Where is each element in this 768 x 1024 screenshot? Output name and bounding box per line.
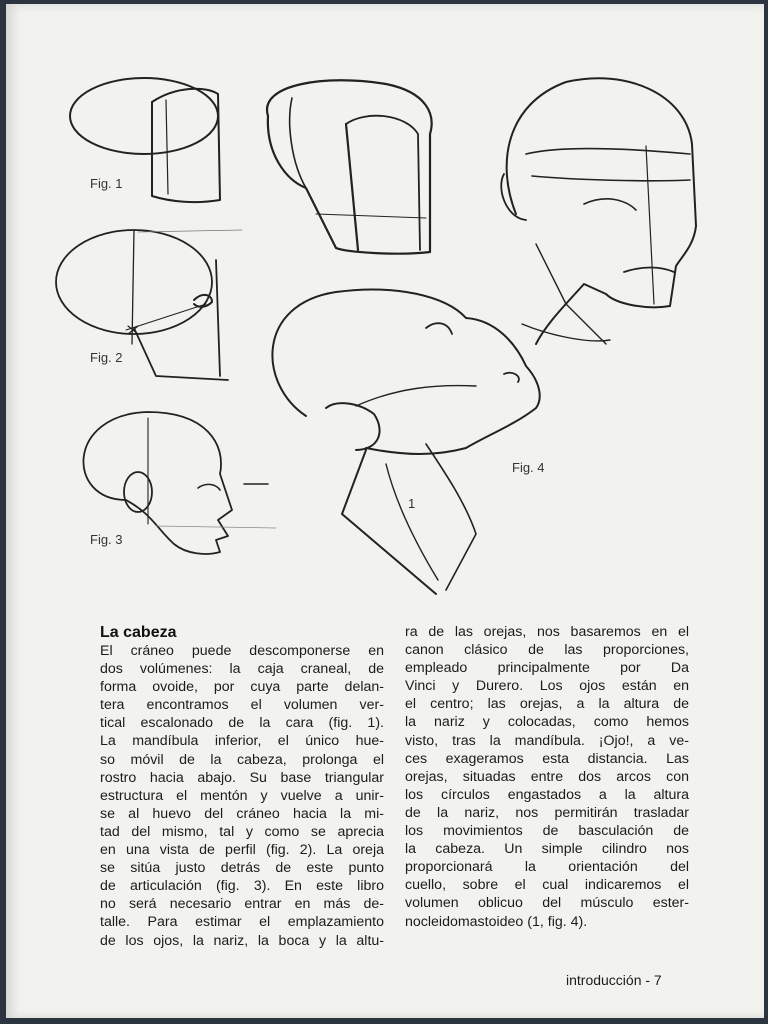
text-line: tera encontramos el volumen ver- [100, 697, 384, 714]
text-line: so móvil de la cabeza, prolonga el [100, 751, 384, 768]
text-line: Vinci y Durero. Los ojos están en [405, 678, 689, 695]
text-line: la cabeza. Un simple cilindro nos [405, 841, 689, 858]
text-line: de articulación (fig. 3). En este libro [100, 878, 384, 895]
text-line: ces exageramos esta distancia. Las [405, 750, 689, 767]
page-folio: introducción - 7 [566, 972, 662, 988]
text-column-left [100, 623, 384, 950]
text-line: los círculos engastados a la altura [405, 786, 689, 803]
text-line: nocleidomastoideo (1, fig. 4). [405, 913, 588, 930]
text-line: proporcionará la orientación del [405, 859, 689, 876]
head-construction-illustrations [6, 4, 764, 604]
text-line: visto, tras la mandíbula. ¡Ojo!, a ve- [405, 732, 689, 749]
text-line: dos volúmenes: la caja craneal, de [100, 661, 384, 678]
text-line: el centro; las orejas, a la altura de [405, 696, 689, 713]
text-line: se sitúa justo detrás de este punto [100, 860, 384, 877]
text-line: de los ojos, la nariz, la boca y la altu- [100, 932, 384, 949]
fig3-label: Fig. 3 [90, 532, 123, 547]
text-line: La mandíbula inferior, el único hue- [100, 733, 384, 750]
text-line: empleado principalmente por Da [405, 660, 689, 677]
skull-volume-sketch [267, 80, 432, 253]
text-line: canon clásico de las proporciones, [405, 642, 689, 659]
text-line: los movimientos de basculación de [405, 823, 689, 840]
text-line: no será necesario entrar en más de- [100, 896, 384, 913]
text-line: El cráneo puede descomponerse en [100, 643, 384, 659]
text-line: se al huevo del cráneo hacia la mi- [100, 805, 384, 822]
section-heading: La cabeza [100, 624, 177, 641]
text-line: talle. Para estimar el emplazamiento [100, 914, 384, 931]
fig4-label: Fig. 4 [512, 460, 545, 475]
text-line: la nariz y colocadas, como hemos [405, 714, 689, 731]
text-line: tical escalonado de la cara (fig. 1). [100, 715, 384, 732]
text-line: cuello, sobre el cual indicaremos el [405, 877, 689, 894]
text-line: tad del mismo, tal y como se aprecia [100, 823, 384, 840]
book-page [6, 4, 764, 1018]
muscle-marker-label: 1 [408, 496, 416, 511]
text-line: de la nariz, nos permitirán trasladar [405, 804, 689, 821]
text-line: rostro hacia abajo. Su base triangular [100, 769, 384, 786]
text-line: ra de las orejas, nos basaremos en el [405, 624, 689, 640]
fig2-label: Fig. 2 [90, 350, 123, 365]
text-line: volumen oblicuo del músculo ester- [405, 895, 689, 912]
text-column-right [405, 623, 689, 931]
text-line: orejas, situadas entre dos arcos con [405, 768, 689, 785]
text-line: estructura el mentón y vuelve a unir- [100, 787, 384, 804]
fig4-head-tilted-sketch [272, 290, 539, 594]
fig1-label: Fig. 1 [90, 176, 123, 191]
text-line: en una vista de perfil (fig. 2). La oreja [100, 842, 384, 859]
fig2-profile-construction-sketch [56, 230, 242, 380]
text-line: forma ovoide, por cuya parte delan- [100, 679, 384, 696]
head-planes-sketch [501, 78, 696, 344]
